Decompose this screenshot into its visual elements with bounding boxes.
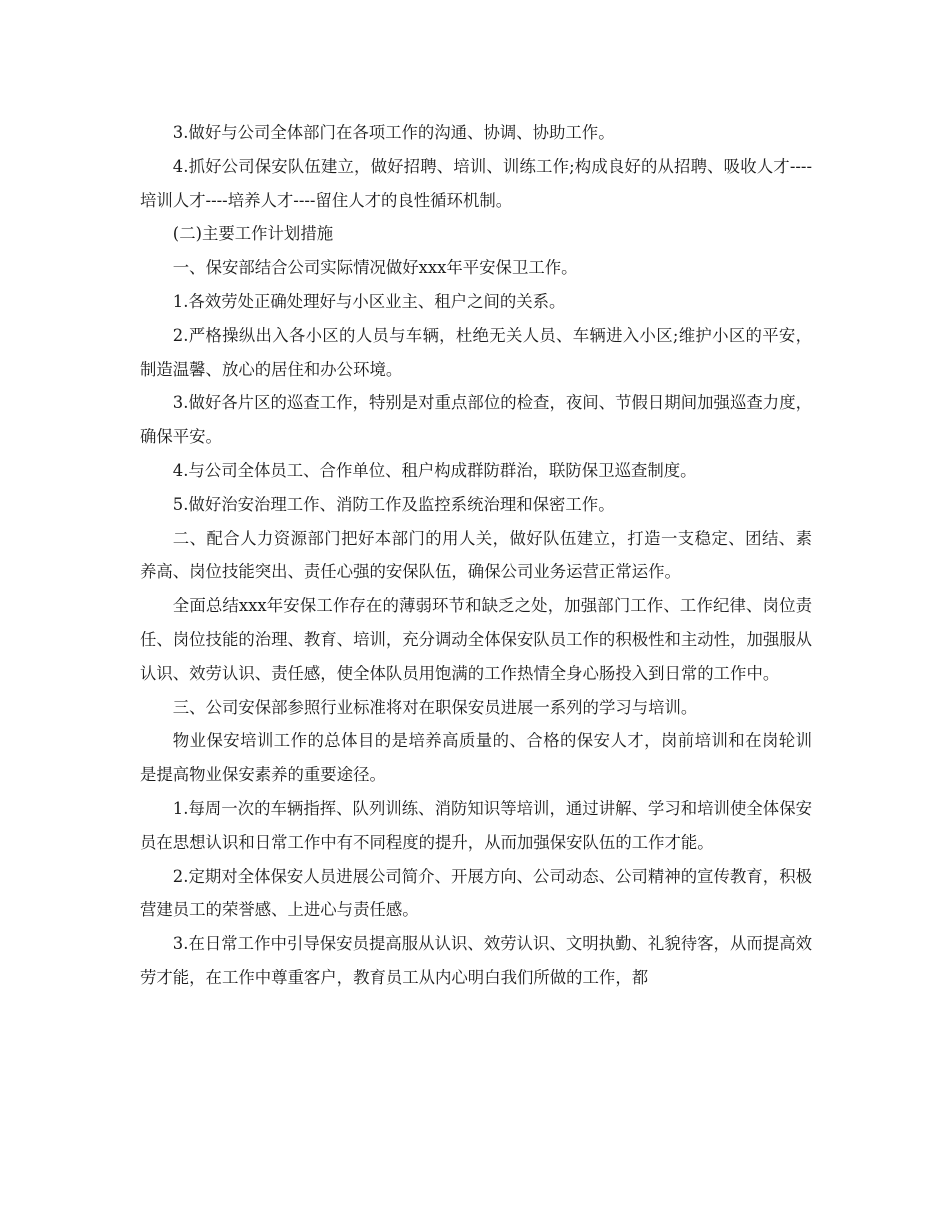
- paragraph: 二、配合人力资源部门把好本部门的用人关，做好队伍建立，打造一支稳定、团结、素养高、岗位技能突出、责任心强的安保队伍，确保公司业务运营正常运作。: [140, 528, 812, 582]
- paragraph: 3.在日常工作中引导保安员提高服从认识、效劳认识、文明执勤、礼貌待客，从而提高效劳才能，在工作中尊重客户，教育员工从内心明白我们所做的工作，都: [140, 934, 812, 987]
- paragraph: 5.做好治安治理工作、消防工作及监控系统治理和保密工作。: [172, 494, 615, 514]
- paragraph: 一、保安部结合公司实际情况做好xxx年平安保卫工作。: [172, 258, 578, 278]
- paragraph: 3.做好各片区的巡查工作，特别是对重点部位的检查，夜间、节假日期间加强巡查力度，确保平安。: [140, 393, 812, 447]
- paragraph: 1.各效劳处正确处理好与小区业主、租户之间的关系。: [172, 291, 566, 311]
- paragraph: 全面总结xxx年安保工作存在的薄弱环节和缺乏之处，加强部门工作、工作纪律、岗位责任、岗位技能的治理、教育、培训，充分调动全体保安队员工作的积极性和主动性，加强服从认识、效劳认识、责任感，使全体队员用饱满的工作热情全身心肠投入到日常的工作中。: [140, 596, 813, 683]
- document-body: [140, 116, 812, 995]
- paragraph: 4.与公司全体员工、合作单位、租户构成群防群治，联防保卫巡查制度。: [172, 460, 697, 480]
- paragraph: 2.严格操纵出入各小区的人员与车辆，杜绝无关人员、车辆进入小区;维护小区的平安，制造温馨、放心的居住和办公环境。: [140, 325, 812, 379]
- paragraph: 三、公司安保部参照行业标准将对在职保安员进展一系列的学习与培训。: [172, 697, 698, 717]
- paragraph: 3.做好与公司全体部门在各项工作的沟通、协调、协助工作。: [172, 123, 615, 142]
- paragraph: 1.每周一次的车辆指挥、队列训练、消防知识等培训，通过讲解、学习和培训使全体保安员在思想认识和日常工作中有不同程度的提升，从而加强保安队伍的工作才能。: [140, 798, 812, 852]
- section-heading: (二)主要工作计划措施: [172, 224, 334, 244]
- paragraph: 4.抓好公司保安队伍建立，做好招聘、培训、训练工作;构成良好的从招聘、吸收人才----培训人才----培养人才----留住人才的良性循环机制。: [140, 156, 812, 210]
- paragraph: 物业保安培训工作的总体目的是培养高质量的、合格的保安人才，岗前培训和在岗轮训是提高物业保安素养的重要途径。: [140, 731, 812, 785]
- paragraph: 2.定期对全体保安人员进展公司简介、开展方向、公司动态、公司精神的宣传教育，积极营建员工的荣誉感、上进心与责任感。: [140, 866, 812, 920]
